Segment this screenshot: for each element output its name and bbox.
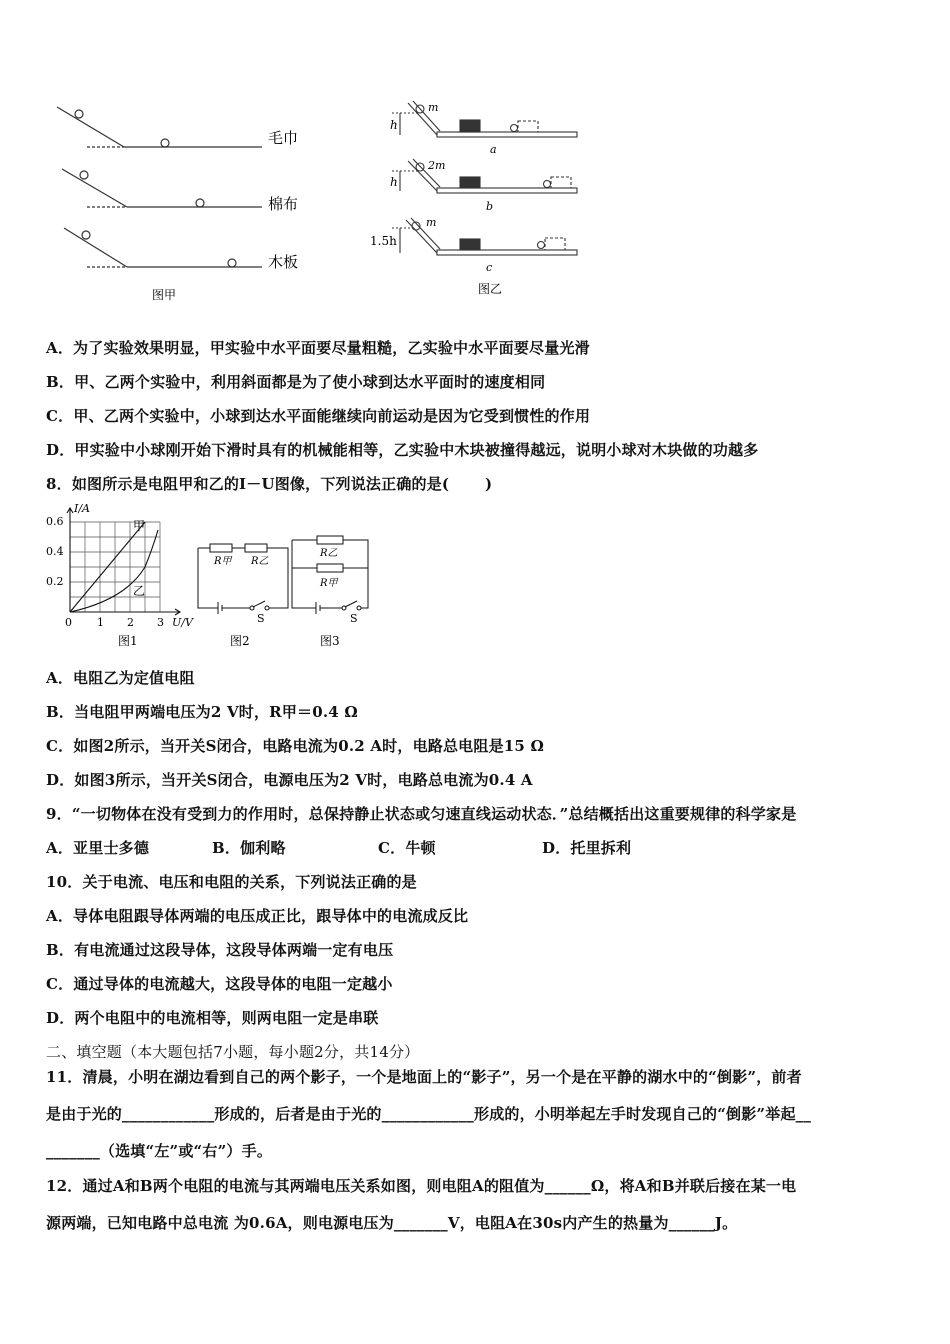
caption-jia: 图甲: [152, 288, 177, 302]
circuit2-r2: R乙: [251, 556, 269, 567]
q10-stem: 10．关于电流、电压和电阻的关系，下列说法正确的是: [46, 873, 417, 891]
q10-option-c: C．通过导体的电流越大，这段导体的电阻一定越小: [46, 975, 393, 993]
label-maojin: 毛巾: [268, 129, 299, 147]
label-muban: 木板: [268, 253, 299, 271]
height-b: h: [390, 175, 398, 189]
q9-option-b: B．伽利略: [212, 839, 286, 857]
graph-x-tick-0: 0: [65, 616, 72, 629]
q8-stem: 8．如图所示是电阻甲和乙的I－U图像，下列说法正确的是( ): [46, 475, 493, 493]
caption-fig2: 图2: [230, 634, 250, 648]
q11-line2: 是由于光的____________形成的，后者是由于光的____________形成的，小明举起左手时发现自己的“倒影”举起__: [46, 1105, 812, 1123]
curve-label-yi: 乙: [133, 584, 146, 598]
sub-c: c: [486, 261, 493, 274]
circuit3-switch: S: [350, 612, 358, 625]
caption-fig3: 图3: [320, 634, 340, 648]
graph-y-tick-04: 0.4: [46, 545, 64, 558]
mass-a: m: [428, 101, 439, 114]
q8-option-a: A．电阻乙为定值电阻: [46, 669, 195, 687]
q9-option-a: A．亚里士多德: [46, 839, 150, 857]
circuit3-r1: R乙: [320, 548, 338, 559]
q8-option-d: D．如图3所示，当开关S闭合，电源电压为2 V时，电路总电流为0.4 A: [46, 771, 533, 789]
curve-label-jia: 甲: [133, 519, 146, 533]
sub-a: a: [490, 143, 497, 156]
q10-option-d: D．两个电阻中的电流相等，则两电阻一定是串联: [46, 1009, 379, 1027]
q7-option-d: D．甲实验中小球刚开始下滑时具有的机械能相等，乙实验中木块被撞得越远，说明小球对木块做的功越多: [46, 441, 759, 459]
q11-line1: 11．清晨，小明在湖边看到自己的两个影子，一个是地面上的“影子”，另一个是在平静的湖水中的“倒影”，前者: [46, 1068, 802, 1086]
q7-option-c: C．甲、乙两个实验中，小球到达水平面能继续向前运动是因为它受到惯性的作用: [46, 407, 591, 425]
q10-option-a: A．导体电阻跟导体两端的电压成正比，跟导体中的电流成反比: [46, 907, 469, 925]
graph-y-label: I/A: [74, 502, 90, 515]
height-a: h: [390, 118, 398, 132]
graph-x-tick-2: 2: [127, 616, 134, 629]
graph-x-label: U/V: [172, 616, 193, 629]
q12-line1: 12．通过A和B两个电阻的电流与其两端电压关系如图，则电阻A的阻值为______Ω，将A和B并联后接在某一电: [46, 1177, 797, 1195]
q8-option-b: B．当电阻甲两端电压为2 V时，R甲＝0.4 Ω: [46, 703, 358, 721]
q11-line3: _______（选填“左”或“右”）手。: [46, 1142, 273, 1160]
graph-y-tick-02: 0.2: [46, 575, 64, 588]
graph-x-tick-1: 1: [97, 616, 104, 629]
graph-x-tick-3: 3: [157, 616, 164, 629]
q9-stem: 9．“一切物体在没有受到力的作用时，总保持静止状态或匀速直线运动状态．”总结概括出这重要规律的科学家是: [46, 805, 797, 823]
q8-option-c: C．如图2所示，当开关S闭合，电路电流为0.2 A时，电路总电阻是15 Ω: [46, 737, 545, 755]
q7-option-b: B．甲、乙两个实验中，利用斜面都是为了使小球到达水平面时的速度相同: [46, 373, 546, 391]
height-c: 1.5h: [370, 234, 397, 248]
section2-title: 二、填空题（本大题包括7小题，每小题2分，共14分）: [46, 1043, 420, 1061]
q12-line2: 源两端，已知电路中总电流 为0.6A，则电源电压为_______V，电阻A在30s内产生的热量为______J。: [46, 1214, 738, 1232]
graph-y-tick-06: 0.6: [46, 515, 64, 528]
q10-option-b: B．有电流通过这段导体，这段导体两端一定有电压: [46, 941, 394, 959]
caption-yi: 图乙: [478, 282, 503, 296]
sub-b: b: [486, 200, 494, 213]
q9-option-c: C．牛顿: [378, 839, 436, 857]
q8-figures: [40, 500, 380, 652]
figure-jia: [52, 95, 322, 310]
caption-fig1: 图1: [118, 634, 138, 648]
q9-option-d: D．托里拆利: [542, 839, 632, 857]
circuit2-switch: S: [257, 612, 265, 625]
q7-option-a: A．为了实验效果明显，甲实验中水平面要尽量粗糙，乙实验中水平面要尽量光滑: [46, 339, 590, 357]
figure-yi: [360, 95, 590, 305]
label-mianbu: 棉布: [268, 195, 299, 213]
mass-b: 2m: [428, 159, 446, 172]
mass-c: m: [426, 216, 437, 229]
circuit3-r2: R甲: [320, 578, 338, 589]
circuit2-r1: R甲: [214, 556, 232, 567]
